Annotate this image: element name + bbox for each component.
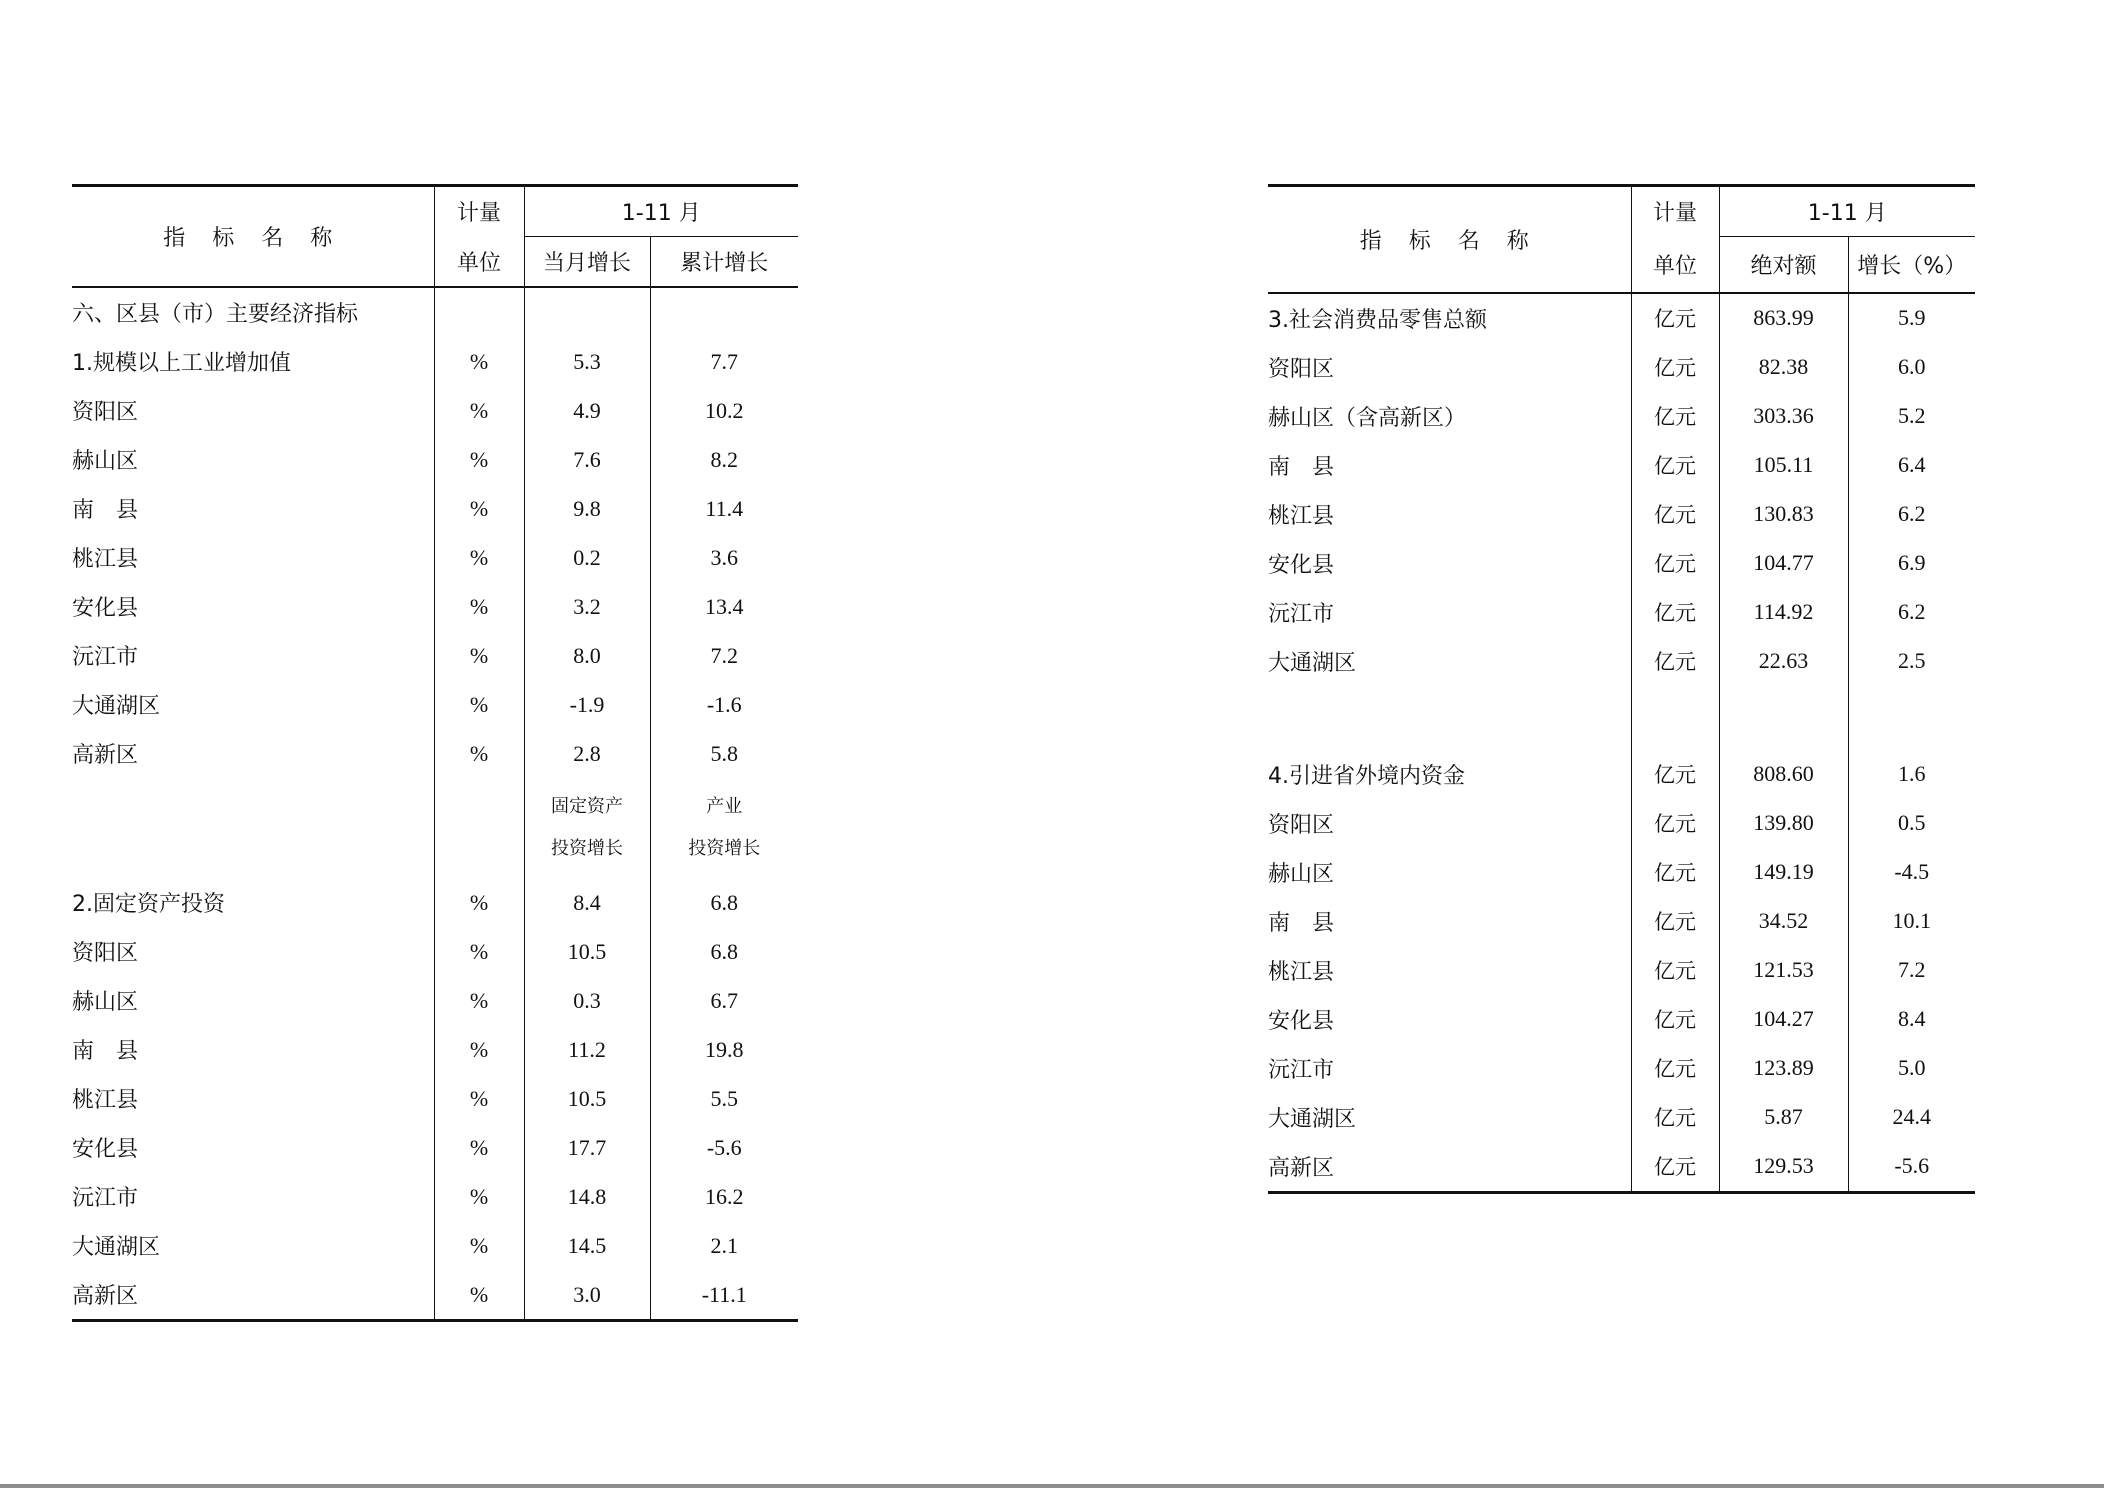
- table-row: [1268, 1142, 1975, 1193]
- header-unit-line1: 计量: [434, 186, 524, 237]
- table-row: [1268, 995, 1975, 1044]
- table-row: [72, 386, 798, 435]
- empty-cell: [434, 287, 524, 337]
- unit-cell: %: [434, 976, 524, 1025]
- empty-cell: [72, 778, 434, 878]
- subheader-line: 投资增长: [688, 838, 761, 859]
- value-cell-1: 14.5: [524, 1221, 650, 1270]
- value-cell-1: 303.36: [1719, 392, 1848, 441]
- district-name: 桃江县: [72, 533, 434, 582]
- value-cell-1: 130.83: [1719, 490, 1848, 539]
- unit-cell: 亿元: [1631, 1044, 1719, 1093]
- value-cell-2: -5.6: [1848, 1142, 1975, 1193]
- district-name: 南 县: [1268, 897, 1631, 946]
- value-cell-1: 808.60: [1719, 750, 1848, 799]
- unit-cell: %: [434, 1270, 524, 1321]
- group-title: 3.社会消费品零售总额: [1268, 293, 1631, 343]
- table-row: [72, 976, 798, 1025]
- value-cell-2: 6.4: [1898, 452, 1926, 477]
- value-cell-2: 7.2: [1898, 957, 1926, 982]
- value-cell-2: 10.1: [1892, 908, 1931, 933]
- table-row: [72, 533, 798, 582]
- district-name: 桃江县: [1268, 490, 1631, 539]
- table-row: [72, 582, 798, 631]
- unit-cell: 亿元: [1631, 588, 1719, 637]
- value-cell-1: 139.80: [1719, 799, 1848, 848]
- value-cell-2: 19.8: [705, 1036, 744, 1062]
- value-cell-2: 2.5: [1898, 648, 1926, 673]
- district-name: 赫山区: [72, 435, 434, 484]
- district-name: 资阳区: [1268, 343, 1631, 392]
- unit-cell: %: [434, 1025, 524, 1074]
- unit-cell: 亿元: [1631, 392, 1719, 441]
- value-cell-2: 7.2: [710, 642, 738, 668]
- unit-cell: 亿元: [1631, 293, 1719, 343]
- header-indicator-name: 指 标 名 称: [72, 186, 434, 288]
- value-cell-1: 104.77: [1719, 539, 1848, 588]
- header-growth-percent: 增长（%）: [1848, 237, 1975, 293]
- value-cell-2: 5.8: [710, 740, 738, 766]
- subheader-line: 投资增长: [551, 838, 623, 859]
- unit-cell: %: [434, 1221, 524, 1270]
- district-name: 大通湖区: [1268, 637, 1631, 686]
- district-indicators-table-left: [72, 184, 798, 1322]
- subheader-row: [72, 778, 798, 878]
- unit-cell: %: [434, 927, 524, 976]
- district-name: 沅江市: [1268, 588, 1631, 637]
- value-cell-1: 9.8: [524, 484, 650, 533]
- unit-cell: %: [434, 729, 524, 778]
- value-cell-1: 4.9: [524, 386, 650, 435]
- table-row: [1268, 946, 1975, 995]
- value-cell-2: 3.6: [710, 544, 738, 570]
- spacer-row: [1268, 686, 1975, 750]
- table-row: [72, 1270, 798, 1321]
- district-name: 高新区: [72, 729, 434, 778]
- header-period: 1-11 月: [524, 186, 798, 237]
- table-row: [1268, 539, 1975, 588]
- value-cell-2: 5.2: [1898, 403, 1926, 428]
- value-cell-1: 8.0: [524, 631, 650, 680]
- empty-cell: [1268, 686, 1631, 750]
- value-cell-2: -1.6: [706, 691, 742, 717]
- table-row: [1268, 897, 1975, 946]
- group-total-row: [72, 337, 798, 386]
- group-total-row: [1268, 293, 1975, 343]
- value-cell-1: 5.87: [1719, 1093, 1848, 1142]
- district-name: 安化县: [72, 1123, 434, 1172]
- district-name: 资阳区: [1268, 799, 1631, 848]
- value-cell-1: 82.38: [1719, 343, 1848, 392]
- table-row: [1268, 441, 1975, 490]
- value-cell-1: 121.53: [1719, 946, 1848, 995]
- group-title: 1.规模以上工业增加值: [72, 337, 434, 386]
- table-row: [72, 1074, 798, 1123]
- table-row: [72, 729, 798, 778]
- table-row: [1268, 799, 1975, 848]
- value-cell-1: 3.2: [524, 582, 650, 631]
- district-name: 大通湖区: [72, 1221, 434, 1270]
- header-unit-line1: 计量: [1631, 186, 1719, 237]
- table-row: [1268, 637, 1975, 686]
- unit-cell: 亿元: [1631, 897, 1719, 946]
- unit-cell: 亿元: [1631, 1142, 1719, 1193]
- value-cell-2: 6.8: [710, 889, 738, 915]
- unit-cell: %: [434, 1123, 524, 1172]
- value-cell-2: 7.7: [710, 348, 738, 374]
- district-name: 沅江市: [72, 631, 434, 680]
- table-row: [1268, 588, 1975, 637]
- value-cell-2: 11.4: [705, 495, 744, 521]
- district-name: 大通湖区: [1268, 1093, 1631, 1142]
- table-row: [72, 680, 798, 729]
- value-cell-1: 7.6: [524, 435, 650, 484]
- value-cell-1: 104.27: [1719, 995, 1848, 1044]
- district-indicators-table-right: [1268, 184, 1975, 1194]
- unit-cell: 亿元: [1631, 1093, 1719, 1142]
- value-cell-1: 149.19: [1719, 848, 1848, 897]
- value-cell-2: 16.2: [705, 1183, 744, 1209]
- value-cell-2: 0.5: [1898, 810, 1926, 835]
- value-cell-1: 114.92: [1719, 588, 1848, 637]
- value-cell-1: 105.11: [1719, 441, 1848, 490]
- unit-cell: %: [434, 386, 524, 435]
- subheader-industry-investment-growth: [650, 778, 798, 878]
- empty-cell: [524, 287, 650, 337]
- subheader-line: 固定资产: [551, 796, 623, 817]
- value-cell-1: 863.99: [1719, 293, 1848, 343]
- district-name: 安化县: [1268, 995, 1631, 1044]
- value-cell-2: 5.5: [710, 1085, 738, 1111]
- group-total-row: [1268, 750, 1975, 799]
- value-cell-2: 6.7: [710, 987, 738, 1013]
- value-cell-1: 17.7: [524, 1123, 650, 1172]
- empty-cell: [1719, 686, 1848, 750]
- group-total-row: [72, 878, 798, 927]
- unit-cell: 亿元: [1631, 343, 1719, 392]
- unit-cell: %: [434, 337, 524, 386]
- value-cell-1: 129.53: [1719, 1142, 1848, 1193]
- value-cell-2: 13.4: [705, 593, 744, 619]
- value-cell-1: 14.8: [524, 1172, 650, 1221]
- value-cell-1: 0.2: [524, 533, 650, 582]
- unit-cell: %: [434, 631, 524, 680]
- district-name: 南 县: [1268, 441, 1631, 490]
- district-name: 安化县: [1268, 539, 1631, 588]
- unit-cell: 亿元: [1631, 799, 1719, 848]
- table-row: [72, 927, 798, 976]
- value-cell-2: 5.0: [1898, 1055, 1926, 1080]
- table-row: [1268, 1044, 1975, 1093]
- table-row: [72, 1025, 798, 1074]
- value-cell-2: -5.6: [706, 1134, 742, 1160]
- header-absolute-amount: 绝对额: [1719, 237, 1848, 293]
- district-name: 桃江县: [72, 1074, 434, 1123]
- value-cell-2: -11.1: [650, 1270, 798, 1321]
- district-name: 高新区: [72, 1270, 434, 1321]
- value-cell-1: 123.89: [1719, 1044, 1848, 1093]
- page-bottom-edge: [0, 1484, 2104, 1488]
- header-monthly-growth: 当月增长: [524, 237, 650, 288]
- district-name: 资阳区: [72, 386, 434, 435]
- table-row: [72, 484, 798, 533]
- unit-cell: %: [434, 435, 524, 484]
- district-name: 赫山区（含高新区）: [1268, 392, 1631, 441]
- unit-cell: %: [434, 582, 524, 631]
- table-row: [1268, 343, 1975, 392]
- unit-cell: %: [434, 484, 524, 533]
- table-row: [1268, 392, 1975, 441]
- unit-cell: 亿元: [1631, 441, 1719, 490]
- value-cell-1: 3.0: [524, 1270, 650, 1321]
- value-cell-1: 11.2: [524, 1025, 650, 1074]
- unit-cell: %: [434, 1172, 524, 1221]
- unit-cell: 亿元: [1631, 946, 1719, 995]
- section-title-row: [72, 287, 798, 337]
- district-name: 安化县: [72, 582, 434, 631]
- unit-cell: 亿元: [1631, 750, 1719, 799]
- district-name: 南 县: [72, 484, 434, 533]
- header-unit-line2: 单位: [434, 237, 524, 288]
- value-cell-2: 8.2: [710, 446, 738, 472]
- header-unit-line2: 单位: [1631, 237, 1719, 293]
- district-name: 赫山区: [1268, 848, 1631, 897]
- value-cell-2: 6.2: [1898, 599, 1926, 624]
- value-cell-2: 8.4: [1898, 1006, 1926, 1031]
- group-title: 2.固定资产投资: [72, 878, 434, 927]
- empty-cell: [1631, 686, 1719, 750]
- value-cell-2: 6.0: [1898, 354, 1926, 379]
- value-cell-1: 34.52: [1719, 897, 1848, 946]
- value-cell-2: 10.2: [705, 397, 744, 423]
- value-cell-1: 0.3: [524, 976, 650, 1025]
- value-cell-2: 1.6: [1898, 761, 1926, 786]
- district-name: 资阳区: [72, 927, 434, 976]
- value-cell-2: -4.5: [1894, 859, 1930, 884]
- group-title: 4.引进省外境内资金: [1268, 750, 1631, 799]
- empty-cell: [650, 287, 798, 337]
- value-cell-2: 6.8: [710, 938, 738, 964]
- unit-cell: 亿元: [1631, 995, 1719, 1044]
- value-cell-2: 2.1: [710, 1232, 738, 1258]
- unit-cell: 亿元: [1631, 539, 1719, 588]
- value-cell-1: 10.5: [524, 927, 650, 976]
- district-name: 沅江市: [72, 1172, 434, 1221]
- value-cell-1: 2.8: [524, 729, 650, 778]
- value-cell-2: 6.2: [1898, 501, 1926, 526]
- subheader-line: 产业: [706, 796, 743, 817]
- table-row: [72, 435, 798, 484]
- table-row: [1268, 490, 1975, 539]
- value-cell-1: 8.4: [524, 878, 650, 927]
- subheader-fixed-asset-growth: [524, 778, 650, 878]
- district-name: 沅江市: [1268, 1044, 1631, 1093]
- district-name: 赫山区: [72, 976, 434, 1025]
- district-name: 高新区: [1268, 1142, 1631, 1193]
- empty-cell: [1848, 686, 1975, 750]
- district-name: 桃江县: [1268, 946, 1631, 995]
- empty-cell: [434, 778, 524, 878]
- unit-cell: 亿元: [1631, 490, 1719, 539]
- table-row: [72, 1123, 798, 1172]
- value-cell-2: 6.9: [1898, 550, 1926, 575]
- value-cell-2: 5.9: [1898, 305, 1926, 330]
- table-row: [1268, 1093, 1975, 1142]
- district-name: 南 县: [72, 1025, 434, 1074]
- section-title: 六、区县（市）主要经济指标: [72, 287, 434, 337]
- unit-cell: 亿元: [1631, 637, 1719, 686]
- district-name: 大通湖区: [72, 680, 434, 729]
- unit-cell: %: [434, 533, 524, 582]
- table-row: [72, 1172, 798, 1221]
- value-cell-1: 22.63: [1719, 637, 1848, 686]
- value-cell-1: -1.9: [524, 680, 650, 729]
- value-cell-1: 5.3: [524, 337, 650, 386]
- header-period: 1-11 月: [1719, 186, 1975, 237]
- table-row: [1268, 848, 1975, 897]
- value-cell-2: 24.4: [1892, 1104, 1931, 1129]
- unit-cell: %: [434, 680, 524, 729]
- unit-cell: 亿元: [1631, 848, 1719, 897]
- table-row: [72, 631, 798, 680]
- unit-cell: %: [434, 1074, 524, 1123]
- header-cumulative-growth: 累计增长: [650, 237, 798, 288]
- table-row: [72, 1221, 798, 1270]
- header-indicator-name: 指 标 名 称: [1268, 186, 1631, 293]
- value-cell-1: 10.5: [524, 1074, 650, 1123]
- unit-cell: %: [434, 878, 524, 927]
